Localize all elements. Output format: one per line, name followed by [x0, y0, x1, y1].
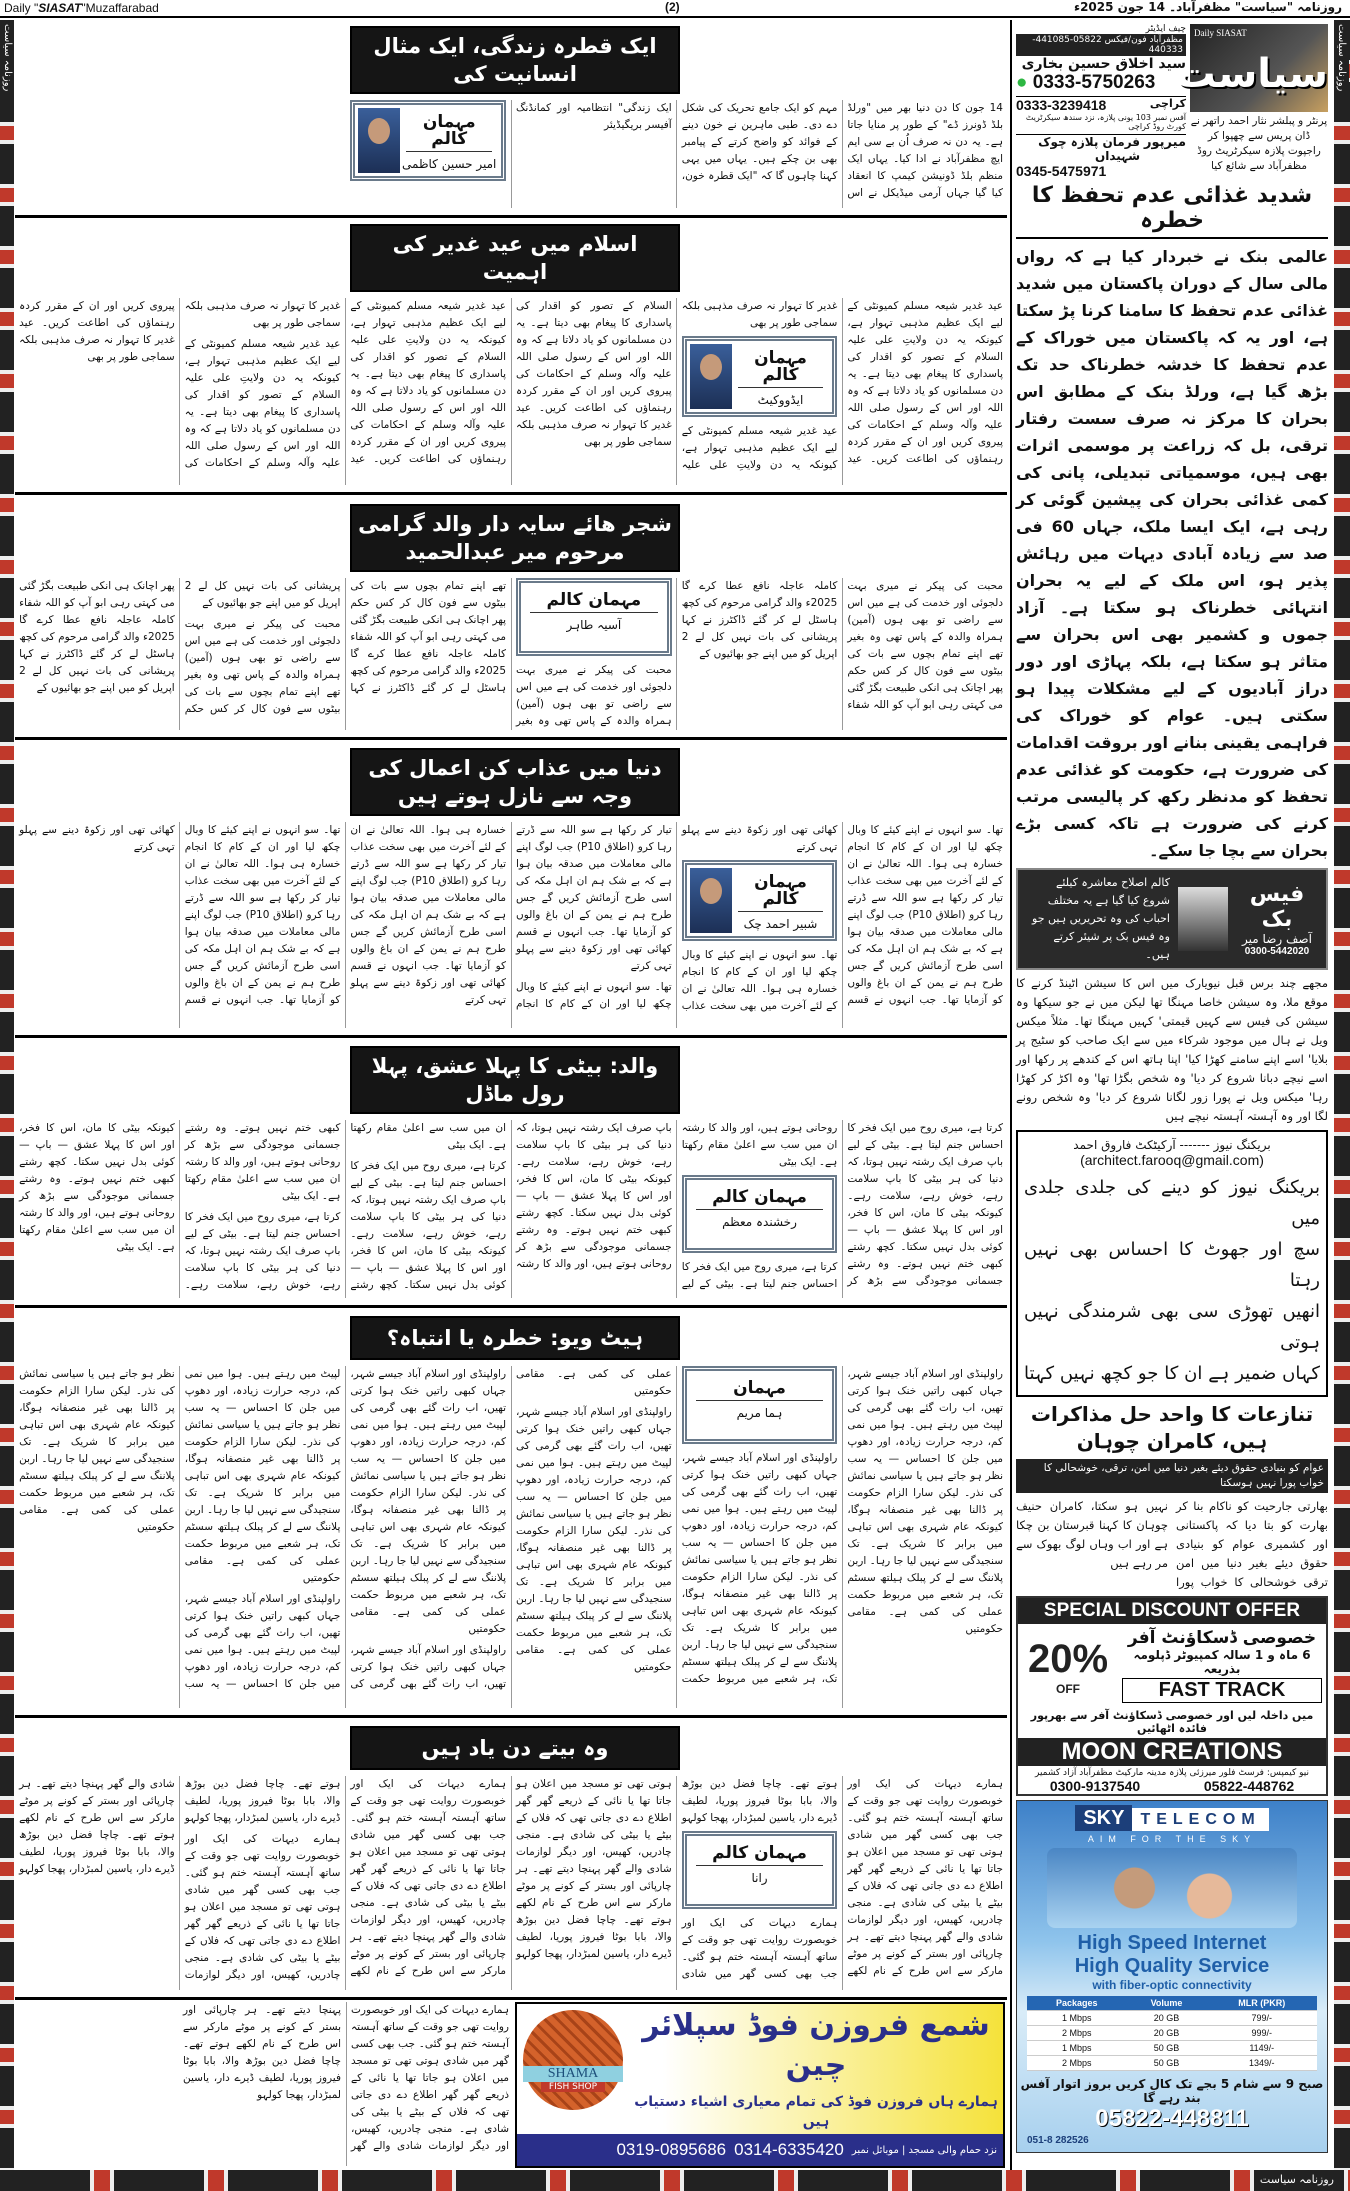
author-photo	[690, 868, 732, 933]
article	[15, 498, 1007, 740]
sky-telecom-ad: SKY TELECOM AIM FOR THE SKY High Speed Internet High Quality Service with fiber-optic connectivity Packages Volume MLR (PKR) 1 Mbps 20 GB 799/- 2 Mbps 20 GB 999/- 1 Mbps 50 GB 1149/- 2 Mbps 50 GB 1349/- صبح 9 سے شام 5 بجے تک کال کریں بروز اتوار آفس بند رہے گا 05822-448811 051-8 282526	[1016, 1800, 1328, 2153]
article-continuation	[15, 2002, 509, 2166]
discount-offer-ad: SPECIAL DISCOUNT OFFER خصوصی ڈسکاؤنٹ آفر 6 ماہ و 1 سالہ کمپیوٹر ڈپلومہ بذریعہ FAST TRACK 20% OFF میں داخلہ لیں اور خصوصی ڈسکاؤنٹ آفر سے بھرپور فائدہ اٹھائیں MOON CREATIONS نیو کیمپس: فرسٹ فلور میرزئی پلازہ مدینہ مارکیٹ مظفرآباد آزاد کشمیر 0300-9137540 05822-448762	[1016, 1596, 1328, 1796]
author-name: امیر حسین کاظمی	[402, 157, 497, 171]
columnist-photo	[1178, 887, 1228, 951]
author-name: ہما مریم	[736, 1406, 783, 1420]
article-paragraph: 14 جون کا دن دنیا بھر میں "ورلڈ بلڈ ڈونرز ڈے" کے طور پر منایا جاتا ہے۔ یہ دن نہ صرف اُن بے سی ایم ایچ مظفرآباد نے ادا کیا۔ یہاں ایک منظم بلڈ ڈونیشن کیمپ کا انعقاد کیا گیا جہاں آرمی میڈیکل نے اس مہم کو ایک جامع تحریک کی شکل دے دی۔ طبی ماہرین نے خون دینے کے فوائد کو واضح کرتے کے پیامبر بھی بن چکے ہیں۔ یہاں میں یہی کہنا چاہوں گا کہ "ایک قطرہ خون، ایک زندگی" انتظامیہ اور کمانڈنگ آفیسر بریگیڈیئر	[516, 102, 1003, 199]
article-paragraph: راولپنڈی اور اسلام آباد جیسے شہر، جہاں کبھی راتیں خنک ہوا کرتی تھیں، اب رات گئے بھی گرمی کی لپیٹ میں رہتے ہیں۔ ہوا میں نمی کم، درجہ حرارت زیادہ، اور دھوپ میں جلن کا احساس — یہ سب نظر ہو جاتے ہیں یا سیاسی نمائش کی نذر۔ لیکن سارا الزام حکومت پر ڈالنا بھی غیر منصفانہ ہوگا، کیونکہ عام شہری بھی اس تباہی میں برابر کا شریک ہے۔ تک سنجیدگی سے نہیں لیا جا رہا۔ اربن پلاننگ سے لے کر پبلک ہیلتھ سسٹم تک، ہر شعبے میں مربوط حکمت عملی کی کمی ہے۔ مقامی حکومتیں	[184, 1368, 507, 1690]
guest-column-label: مہمان کالم	[738, 874, 824, 912]
masthead-logo: Daily SIASAT سیاست	[1190, 24, 1328, 112]
guest-column-label: مہمان کالم	[406, 114, 492, 152]
article-body	[19, 1776, 1003, 1990]
article-paragraph: راولپنڈی اور اسلام آباد جیسے شہر، جہاں کبھی راتیں خنک ہوا کرتی تھیں، اب رات گئے بھی گرمی کی لپیٹ میں رہتے ہیں۔ ہوا میں نمی کم، درجہ حرارت زیادہ، اور دھوپ میں جلن کا احساس — یہ سب نظر ہو جاتے ہیں یا سیاسی نمائش کی نذر۔ لیکن سارا الزام حکومت پر ڈالنا بھی غیر منصفانہ ہوگا، کیونکہ عام شہری بھی اس تباہی میں برابر کا شریک ہے۔ تک سنجیدگی سے نہیں لیا جا رہا۔ اربن پلاننگ سے لے کر پبلک ہیلتھ سسٹم تک، ہر شعبے میں مربوط حکمت عملی کی کمی ہے۔ مقامی حکومتیں	[847, 1368, 1003, 1635]
guest-column-author-box	[682, 1831, 838, 1909]
article-headline: شجر ھائے سایہ دار والد گرامی مرحوم میر عبدالحمید	[350, 504, 680, 572]
left-border-strip: روزنامہ سیاست	[0, 20, 14, 2170]
skydivers-photo	[1047, 1848, 1297, 1928]
article-paragraph: محبت کی پیکر نے میری بہت دلجوئی اور خدمت کی ہے میں اس سے راضی تو بھی ہوں (آمین) ہمراہ والدہ کے پاس تھی وہ بغیر تھے اپنے تمام بچوں سے بات کی بیٹوں سے فون کال کر کس حکم پھر اچانک ہی انکی طبیعت بگڑ گئی می کہتی رہی ابو آپ کو اللہ شفاء کاملہ عاجلہ نافع عطا کرے گا 2025ء والد گرامی مرحوم کی کچھ ہاسٹل لے کر گئے ڈاکٹرز نے کہا پریشانی کی بات نہیں کل لے 2 اپریل کو میں اپنے جو بھائیوں کے	[184, 580, 672, 727]
article-paragraph: محبت کی پیکر نے میری بہت دلجوئی اور خدمت کی ہے میں اس سے راضی تو بھی ہوں (آمین) ہمراہ والدہ کے پاس تھی وہ بغیر تھے اپنے تمام بچوں سے بات کی بیٹوں سے فون کال کر کس حکم پھر اچانک ہی انکی طبیعت بگڑ گئی می کہتی رہی ابو آپ کو اللہ شفاء کاملہ عاجلہ نافع عطا کرے گا 2025ء والد گرامی مرحوم کی کچھ ہاسٹل لے کر گئے ڈاکٹرز نے کہا پریشانی کی بات نہیں کل لے 2 اپریل کو میں اپنے جو بھائیوں کے	[681, 580, 1003, 711]
article	[15, 1310, 1007, 1718]
article-paragraph: تھا۔ سو انہوں نے اپنے کیئے کا وبال چکھ لیا اور ان کے کام کا انجام خسارہ ہی ہوا۔ اللہ تعالیٰ نے ان کے لئے آخرت میں بھی سخت عذاب تیار کر رکھا ہے سو اللہ سے ڈرتے رہا کرو (اطلاق P10) جب لوگ اپنے مالی معاملات میں صدقہ بیان ہوا ہے کہ بے شک ہم ان اہل مکہ کی اسی طرح آزمائش کریں گے جس طرح ہم نے یمن کے ان باغ والوں کو آزمایا تھا۔ جب انہوں نے قسم کھائی تھی اور زکوۃ دینے سے پہلو تہی کرتے	[19, 824, 341, 1006]
article-paragraph: عید غدیر شیعہ مسلم کمیونٹی کے لیے ایک عظیم مذہبی تہوار ہے، کیونکہ یہ دن ولایتِ علی علیہ السلام کے تصور کو اقدار کی پاسداری کا پیغام بھی دیتا ہے۔ یہ دن مسلمانوں کو یاد دلاتا ہے کہ وہ اللہ اور اس کے رسول صلی اللہ علیہ وآلہ وسلم کے احکامات کی پیروی کریں اور ان کے مقرر کردہ رہنماؤں کی اطاعت کریں۔ عید غدیر کا تہوار نہ صرف مذہبی بلکہ سماجی طور پر بھی	[516, 300, 838, 471]
guest-column-label: مہمان کالم	[530, 592, 658, 613]
guest-column-label: مہمان کالم	[696, 1845, 824, 1866]
article-paragraph: راولپنڈی اور اسلام آباد جیسے شہر، جہاں کبھی راتیں خنک ہوا کرتی تھیں، اب رات گئے بھی گرمی کی لپیٹ میں رہتے ہیں۔ ہوا میں نمی کم، درجہ حرارت زیادہ، اور دھوپ میں جلن کا احساس — یہ سب نظر ہو جاتے ہیں یا سیاسی نمائش کی نذر۔ لیکن سارا الزام حکومت پر ڈالنا بھی غیر منصفانہ ہوگا، کیونکہ عام شہری بھی اس تباہی میں برابر کا شریک ہے۔ تک سنجیدگی سے نہیں لیا جا رہا۔ اربن پلاننگ سے لے کر پبلک ہیلتھ سسٹم تک، ہر شعبے میں مربوط حکمت عملی کی کمی ہے۔ مقامی حکومتیں	[516, 1368, 838, 1685]
article-body	[19, 578, 1003, 730]
guest-column-author-box	[682, 336, 838, 417]
article-paragraph: عید غدیر شیعہ مسلم کمیونٹی کے لیے ایک عظیم مذہبی تہوار ہے، کیونکہ یہ دن ولایتِ علی علیہ السلام کے تصور کو اقدار کی پاسداری کا پیغام بھی دیتا ہے۔ یہ دن مسلمانوں کو یاد دلاتا ہے کہ وہ اللہ اور اس کے رسول صلی اللہ علیہ وآلہ وسلم کے احکامات کی پیروی کریں اور ان کے مقرر کردہ رہنماؤں کی اطاعت کریں۔ عید غدیر کا تہوار نہ صرف مذہبی بلکہ سماجی طور پر بھی	[681, 300, 1003, 465]
author-name: ایڈووکیٹ	[757, 393, 804, 407]
author-name: شبیر احمد چک	[743, 917, 818, 931]
editorial-body: عالمی بنک نے خبردار کیا ہے کہ رواں مالی سال کے دوران پاکستان میں شدید غذائی عدم تحفظ کا سامنا کرنا پڑ سکتا ہے، اور یہ کہ پاکستان میں خوراک کے عدم تحفظ کا خدشہ خطرناک حد تک بڑھ گیا ہے، ورلڈ بنک کے مطابق اس بحران کا مرکز نہ صرف سست رفتار ترقی، بل کہ زراعت پر موسمی اثرات بھی ہیں، موسمیاتی تبدیلی، پانی کی کمی غذائی بحران کی پیشین گوئی کر رہی ہے، ایک ایسا ملک، جہاں 60 فی صد سے زیادہ آبادی دیہات میں رہائش پذیر ہو، اس ملک کے لیے یہ بحران انتہائی خطرناک ہو سکتا ہے۔ آزاد جموں و کشمیر بھی اس بحران سے متاثر ہو سکتا ہے، بلکہ پہاڑی اور دور دراز آبادیوں کے لیے مشکلات پیدا ہو سکتی ہیں۔ عوام کو خوراک کی فراہمی یقینی بنانے اور بروقت اقدامات کی ضرورت ہے، حکومت کو غذائی عدم تحفظ کو مدنظر رکھ کر پالیسی مرتب کرنے کی ضرورت ہے تاکہ کسی بڑے بحران سے بچا جا سکے۔	[1016, 247, 1329, 860]
article-headline: والد: بیٹی کا پہلا عشق، پہلا رول ماڈل	[350, 1046, 680, 1114]
article-paragraph: ہمارے دیہات کی ایک اور خوبصورت روایت تھی جو وقت کے ساتھ آہستہ آہستہ ختم ہو گئی۔ جب بھی کسی گھر میں شادی ہوتی تھی تو مسجد میں اعلان ہو جاتا تھا یا نائی کے ذریعے گھر گھر اطلاع دے دی جاتی تھی کہ فلاں کے بیٹے یا بیٹی کی شادی ہے۔ منجی چادریں، کھیس، اور دیگر لوازمات شادی والے گھر پہنچا دیتے تھے۔ ہر چارپائی اور بستر کے کونے پر موٹے مارکر سے اس طرح کے نام لکھے ہوتے تھے۔ چاچا فضل دین بوڑھ والا، بابا بوٹا فیروز پوریا، لطیف ڈیرے دار، یاسین لمبڑدار، پھجا کولہو	[183, 2004, 509, 2152]
newspaper-name-en: Daily "SIASAT"Muzaffarabad	[4, 1, 159, 15]
article	[15, 1040, 1007, 1308]
article-paragraph: ہمارے دیہات کی ایک اور خوبصورت روایت تھی جو وقت کے ساتھ آہستہ آہستہ ختم ہو گئی۔ جب بھی کسی گھر میں شادی ہوتی تھی تو مسجد میں اعلان ہو جاتا تھا یا نائی کے ذریعے گھر گھر اطلاع دے دی جاتی تھی کہ فلاں کے بیٹے یا بیٹی کی شادی ہے۔ منجی چادریں، کھیس، اور دیگر لوازمات شادی والے گھر پہنچا دیتے تھے۔ ہر چارپائی اور بستر کے کونے پر موٹے مارکر سے اس طرح کے نام لکھے ہوتے تھے۔ چاچا فضل دین بوڑھ والا، بابا بوٹا فیروز پوریا، لطیف ڈیرے دار، یاسین لمبڑدار، پھجا کولہو	[184, 1778, 507, 1977]
facebook-column-text: مجھے چند برس قبل نیویارک میں اس کا سیشن اٹینڈ کرنے کا موقع ملا، وہ سیشن خاصا مہنگا تھا لیکن میں نے جو سیکھا وہ سیشن کی فیس سے کہیں قیمتی' کہیں مہنگا تھا۔ مثلاً میکس ویل نے ہال میں موجود شرکاء میں سے ایک صاحب کو سٹیج پر بلایا' اسے اپنے سامنے کھڑا کیا' اپنا ہاتھ اس کے کندھے پر رکھا اور اسے نیچے دبانا شروع کر دیا' وہ شخص بگڑا تھا' وہ اکڑ کر کھڑا رہا' میکس ویل نے پورا زور لگانا شروع کر دیا' وہ شخص رونے لگا اور وہ آہستہ آہستہ نیچے ہیں	[1016, 976, 1328, 1123]
masthead-contact: چیف ایڈیٹر مظفرآباد فون/فیکس 05822-441085-440333 سید اخلاق حسین بخاری ● 0333-5750263 کراچی 0333-3239418 آفس نمبر 103 یونی پلازہ، نزد سندھ سیکرٹریٹ کورٹ روڈ کراچی میرپور فرمان پلازہ چوک شہیداں 0345-5475971	[1016, 24, 1186, 179]
article-body	[19, 1366, 1003, 1708]
whatsapp-icon: ●	[1016, 72, 1028, 93]
article-paragraph: عید غدیر شیعہ مسلم کمیونٹی کے لیے ایک عظیم مذہبی تہوار ہے، کیونکہ یہ دن ولایتِ علی علیہ السلام کے تصور کو اقدار کی پاسداری کا پیغام بھی دیتا ہے۔ یہ دن مسلمانوں کو یاد دلاتا ہے کہ وہ اللہ اور اس کے رسول صلی اللہ علیہ وآلہ وسلم کے احکامات کی پیروی کریں اور ان کے مقرر کردہ رہنماؤں کی اطاعت کریں۔ عید غدیر کا تہوار نہ صرف مذہبی بلکہ سماجی طور پر بھی	[184, 300, 507, 465]
editorial-title: شدید غذائی عدم تحفظ کا خطرہ	[1016, 183, 1328, 239]
guest-column-label: مہمان	[696, 1380, 824, 1401]
article	[15, 218, 1007, 495]
article-headline: دنیا میں عذاب کن اعمال کی وجہ سے نازل ہوتے ہیں	[350, 748, 680, 816]
article-headline: ہیٹ ویو: خطرہ یا انتباہ؟	[350, 1316, 680, 1360]
guest-column-label: مہمان کالم	[696, 1189, 824, 1210]
page-header	[0, 0, 1350, 18]
masthead	[1016, 24, 1328, 179]
article-body	[19, 822, 1003, 1028]
author-name: رخشندہ معظم	[722, 1215, 797, 1229]
article	[15, 742, 1007, 1038]
article	[15, 20, 1007, 218]
article-paragraph: محبت کی پیکر نے میری بہت دلجوئی اور خدمت کی ہے میں اس سے راضی تو بھی ہوں (آمین) ہمراہ والدہ کے پاس تھی وہ بغیر تھے اپنے تمام بچوں سے بات کی بیٹوں سے فون کال کر کس حکم پھر اچانک ہی انکی طبیعت بگڑ گئی می کہتی رہی ابو آپ کو اللہ شفاء کاملہ عاجلہ نافع عطا کرے گا 2025ء والد گرامی مرحوم کی کچھ ہاسٹل لے کر گئے ڈاکٹرز نے کہا پریشانی کی بات نہیں کل لے 2 اپریل کو میں اپنے جو بھائیوں کے	[19, 580, 341, 715]
article-body	[19, 1120, 1003, 1298]
package-table: Packages Volume MLR (PKR) 1 Mbps 20 GB 799/- 2 Mbps 20 GB 999/- 1 Mbps 50 GB 1149/- 2 Mbps 50 GB 1349/-	[1027, 1996, 1317, 2071]
article-paragraph: عید غدیر شیعہ مسلم کمیونٹی کے لیے ایک عظیم مذہبی تہوار ہے، کیونکہ یہ دن ولایتِ علی علیہ السلام کے تصور کو اقدار کی پاسداری کا پیغام بھی دیتا ہے۔ یہ دن مسلمانوں کو یاد دلاتا ہے کہ وہ اللہ اور اس کے رسول صلی اللہ علیہ وآلہ وسلم کے احکامات کی پیروی کریں اور ان کے مقرر کردہ رہنماؤں کی اطاعت کریں۔ عید غدیر کا تہوار نہ صرف مذہبی بلکہ سماجی طور پر بھی	[19, 300, 341, 469]
article-paragraph: راولپنڈی اور اسلام آباد جیسے شہر، جہاں کبھی راتیں خنک ہوا کرتی تھیں، اب رات گئے بھی گرمی کی لپیٹ میں رہتے ہیں۔ ہوا میں نمی کم، درجہ حرارت زیادہ، اور دھوپ میں جلن کا احساس — یہ سب نظر ہو جاتے ہیں یا سیاسی نمائش کی نذر۔ لیکن سارا الزام حکومت پر ڈالنا بھی غیر منصفانہ ہوگا، کیونکہ عام شہری بھی اس تباہی میں برابر کا شریک ہے۔ تک سنجیدگی سے نہیں لیا جا رہا۔ اربن پلاننگ سے لے کر پبلک ہیلتھ سسٹم تک، ہر شعبے میں مربوط حکمت عملی کی کمی ہے۔ مقامی حکومتیں	[350, 1368, 507, 1635]
article-paragraph: کرتا ہے، میری روح میں ایک فخر کا احساس جنم لیتا ہے۔ بیٹی کے لیے باپ صرف ایک رشتہ نہیں ہوتا، کہ دنیا کی ہر بیٹی کا باپ سلامت رہے، خوش رہے، سلامت رہے۔ کیونکہ بیٹی کا مان، اس کا فخر، اور اس کا پہلا عشق — باپ — کوئی بدل نہیں سکتا۔ کچھ رشتے کبھی ختم نہیں ہوتے۔ وہ رشتے جسمانی موجودگی سے بڑھ کر روحانی ہوتے ہیں، اور والد کا رشتہ ان میں سب سے اعلیٰ مقام رکھتا ہے۔ ایک بیٹی	[184, 1122, 507, 1291]
article-paragraph: تھا۔ سو انہوں نے اپنے کیئے کا وبال چکھ لیا اور ان کے کام کا انجام خسارہ ہی ہوا۔ اللہ تعالیٰ نے ان کے لئے آخرت میں بھی سخت عذاب تیار کر رکھا ہے سو اللہ سے ڈرتے رہا کرو (اطلاق P10) جب لوگ اپنے مالی معاملات میں صدقہ بیان ہوا ہے کہ بے شک ہم ان اہل مکہ کی اسی طرح آزمائش کریں گے جس طرح ہم نے یمن کے ان باغ والوں کو آزمایا تھا۔ جب انہوں نے قسم کھائی تھی اور زکوۃ دینے سے پہلو تہی کرتے	[350, 824, 672, 1010]
date-line: روزنامہ "سیاست" مظفرآباد۔ 14 جون 2025ء	[1073, 0, 1342, 14]
article-paragraph: کرتا ہے، میری روح میں ایک فخر کا احساس جنم لیتا ہے۔ بیٹی کے لیے باپ صرف ایک رشتہ نہیں ہوتا، کہ دنیا کی ہر بیٹی کا باپ سلامت رہے، خوش رہے، سلامت رہے۔ کیونکہ بیٹی کا مان، اس کا فخر، اور اس کا پہلا عشق — باپ — کوئی بدل نہیں سکتا۔ کچھ رشتے کبھی ختم نہیں ہوتے۔ وہ رشتے جسمانی موجودگی سے بڑھ کر روحانی ہوتے ہیں، اور والد کا رشتہ ان میں سب سے اعلیٰ مقام رکھتا ہے۔ ایک بیٹی	[350, 1122, 838, 1290]
article-paragraph: کرتا ہے، میری روح میں ایک فخر کا احساس جنم لیتا ہے۔ بیٹی کے لیے باپ صرف ایک رشتہ نہیں ہوتا، کہ دنیا کی ہر بیٹی کا باپ سلامت رہے، خوش رہے، سلامت رہے۔ کیونکہ بیٹی کا مان، اس کا فخر، اور اس کا پہلا عشق — باپ — کوئی بدل نہیں سکتا۔ کچھ رشتے کبھی ختم نہیں ہوتے۔ وہ رشتے جسمانی موجودگی سے بڑھ کر روحانی ہوتے ہیں، اور والد کا رشتہ ان میں سب سے اعلیٰ مقام رکھتا ہے۔ ایک بیٹی	[681, 1122, 1003, 1287]
author-photo	[358, 108, 400, 173]
facebook-column-banner: فیس بک آصف رضا میر 0300-5442020 کالم اصلاح معاشرہ کیلئے شروع کیا گیا ہے یہ مختلف احباب کی وہ تحریریں ہیں جو وہ فیس بک پر شیئر کرتے ہیں۔	[1016, 868, 1328, 970]
article-paragraph: راولپنڈی اور اسلام آباد جیسے شہر، جہاں کبھی راتیں خنک ہوا کرتی تھیں، اب رات گئے بھی گرمی کی لپیٹ میں رہتے ہیں۔ ہوا میں نمی کم، درجہ حرارت زیادہ، اور دھوپ میں جلن کا احساس — یہ سب نظر ہو جاتے ہیں یا سیاسی نمائش کی نذر۔ لیکن سارا الزام حکومت پر ڈالنا بھی غیر منصفانہ ہوگا، کیونکہ عام شہری بھی اس تباہی میں برابر کا شریک ہے۔ تک سنجیدگی سے نہیں لیا جا رہا۔ اربن پلاننگ سے لے کر پبلک ہیلتھ سسٹم تک، ہر شعبے میں مربوط حکمت عملی کی کمی ہے۔ مقامی حکومتیں	[19, 1368, 341, 1690]
article-body	[19, 298, 1003, 485]
author-photo	[690, 344, 732, 409]
shama-frozen-food-ad: SHAMA FISH SHOP شمع فروزن فوڈ سپلائر چین ہمارے ہاں فروزن فوڈ کی تمام معیاری اشیاء دستیاب ہیں نزد حمام والی مسجد | موبائل نمبر 0314-6335420 0319-0895686	[515, 2002, 1005, 2168]
guest-column-author-box	[682, 860, 838, 941]
article-paragraph: کرتا ہے، میری روح میں ایک فخر کا احساس جنم لیتا ہے۔ بیٹی کے لیے باپ صرف ایک رشتہ نہیں ہوتا، کہ دنیا کی ہر بیٹی کا باپ سلامت رہے، خوش رہے، سلامت رہے۔ کیونکہ بیٹی کا مان، اس کا فخر، اور اس کا پہلا عشق — باپ — کوئی بدل نہیں سکتا۔ کچھ رشتے کبھی ختم نہیں ہوتے۔ وہ رشتے جسمانی موجودگی سے بڑھ کر روحانی ہوتے ہیں، اور والد کا رشتہ ان میں سب سے اعلیٰ مقام رکھتا ہے۔ ایک بیٹی	[19, 1122, 341, 1291]
guest-column-author-box	[516, 578, 672, 656]
guest-column-author-box	[350, 100, 506, 181]
article-paragraph: تھا۔ سو انہوں نے اپنے کیئے کا وبال چکھ لیا اور ان کے کام کا انجام خسارہ ہی ہوا۔ اللہ تعالیٰ نے ان کے لئے آخرت میں بھی سخت عذاب تیار کر رکھا ہے سو اللہ سے ڈرتے رہا کرو (اطلاق P10) جب لوگ اپنے مالی معاملات میں صدقہ بیان ہوا ہے کہ بے شک ہم ان اہل مکہ کی اسی طرح آزمائش کریں گے جس طرح ہم نے یمن کے ان باغ والوں کو آزمایا تھا۔ جب انہوں نے قسم کھائی تھی اور زکوۃ دینے سے پہلو تہی کرتے	[681, 824, 1003, 1006]
news-subhead: عوام کو بنیادی حقوق دیئے بغیر دنیا میں امن، ترقی، خوشحالی کا خواب پورا نہیں ہوسکتا	[1016, 1459, 1328, 1493]
guest-column-author-box	[682, 1366, 838, 1444]
page-number: (2)	[665, 0, 680, 14]
guest-column-label: مہمان کالم	[738, 350, 824, 388]
breaking-news-poem: بریکنگ نیوز ------- آرکیٹکٹ فاروق احمد (architect.farooq@gmail.com) بریکنگ نیوز کو دینے کی جلدی جلدی میں سچ اور جھوٹ کا احساس بھی نہیں رہتا انھیں تھوڑی سی بھی شرمندگی نہیں ہوتی کہاں ضمیر ہے ان کا جو کچھ نہیں کہتا	[1016, 1130, 1328, 1397]
news-body: بھارتی جارحیت کو ناکام بنا کر بھارت کو بتا دیا کہ پاکستانی اور کشمیری عوام کو بنیادی حقوق دیئے بغیر دنیا میں امن ترقی خوشحالی کا خواب پورا نہیں ہو سکتا، کامران حنیف چوہان کا کہنا قبرستان بن چکا ہے اور اب وہاں لوگ بھوک سے مر رہے ہیں	[1016, 1499, 1328, 1589]
article-paragraph: راولپنڈی اور اسلام آباد جیسے شہر، جہاں کبھی راتیں خنک ہوا کرتی تھیں، اب رات گئے بھی گرمی کی لپیٹ میں رہتے ہیں۔ ہوا میں نمی کم، درجہ حرارت زیادہ، اور دھوپ میں جلن کا احساس — یہ سب نظر ہو جاتے ہیں یا سیاسی نمائش کی نذر۔ لیکن سارا الزام حکومت پر ڈالنا بھی غیر منصفانہ ہوگا، کیونکہ عام شہری بھی اس تباہی میں برابر کا شریک ہے۔ تک سنجیدگی سے نہیں لیا جا رہا۔ اربن پلاننگ سے لے کر پبلک ہیلتھ سسٹم تک، ہر شعبے میں مربوط حکمت عملی کی کمی ہے۔ مقامی حکومتیں	[516, 1406, 672, 1673]
publisher-note: پرنٹر و پبلشر نثار احمد راتھر نے ڈان پریس سے چھپوا کر راجپوت پلازہ سیکرٹریٹ روڈ مظفرآباد سے شائع کیا	[1190, 115, 1328, 172]
article-paragraph: ہمارے دیہات کی ایک اور خوبصورت روایت تھی جو وقت کے ساتھ آہستہ آہستہ ختم ہو گئی۔ جب بھی کسی گھر میں شادی ہوتی تھی تو مسجد میں اعلان ہو جاتا تھا یا نائی کے ذریعے گھر گھر اطلاع دے دی جاتی تھی کہ فلاں کے بیٹے یا بیٹی کی شادی ہے۔ منجی چادریں، کھیس، اور دیگر لوازمات شادی والے گھر پہنچا دیتے تھے۔ ہر چارپائی اور بستر کے کونے پر موٹے مارکر سے اس طرح کے نام لکھے ہوتے تھے۔ چاچا فضل دین بوڑھ والا، بابا بوٹا فیروز پوریا، لطیف ڈیرے دار، یاسین لمبڑدار، پھجا کولہو	[681, 1778, 1003, 1977]
fish-logo: SHAMA FISH SHOP	[523, 2010, 623, 2110]
author-name: رانا	[751, 1871, 768, 1885]
news-headline: تنازعات کا واحد حل مذاکرات ہیں، کامران چوہان	[1030, 1402, 1314, 1453]
article-paragraph: تھا۔ سو انہوں نے اپنے کیئے کا وبال چکھ لیا اور ان کے کام کا انجام خسارہ ہی ہوا۔ اللہ تعالیٰ نے ان کے لئے آخرت میں بھی سخت عذاب تیار کر رکھا ہے سو اللہ سے ڈرتے رہا کرو (اطلاق P10) جب لوگ اپنے مالی معاملات میں صدقہ بیان ہوا ہے کہ بے شک ہم ان اہل مکہ کی اسی طرح آزمائش کریں گے جس طرح ہم نے یمن کے ان باغ والوں کو آزمایا تھا۔ جب انہوں نے قسم کھائی تھی اور زکوۃ دینے سے پہلو تہی کرتے	[516, 824, 838, 1012]
guest-column-author-box	[682, 1175, 838, 1253]
right-border-strip: روزنامہ سیاست	[1334, 20, 1350, 2170]
bottom-border-strip: روزنامہ سیاست	[0, 2170, 1350, 2191]
article-body	[19, 100, 1003, 208]
article	[15, 1720, 1007, 2000]
article-headline: اسلام میں عید غدیر کی اہمیت	[350, 224, 680, 292]
article-paragraph: ہمارے دیہات کی ایک اور خوبصورت روایت تھی جو وقت کے ساتھ آہستہ آہستہ ختم ہو گئی۔ جب بھی کسی گھر میں شادی ہوتی تھی تو مسجد میں اعلان ہو جاتا تھا یا نائی کے ذریعے گھر گھر اطلاع دے دی جاتی تھی کہ فلاں کے بیٹے یا بیٹی کی شادی ہے۔ منجی چادریں، کھیس، اور دیگر لوازمات شادی والے گھر پہنچا دیتے تھے۔ ہر چارپائی اور بستر کے کونے پر موٹے مارکر سے اس طرح کے نام لکھے ہوتے تھے۔ چاچا فضل دین بوڑھ والا، بابا بوٹا فیروز پوریا، لطیف ڈیرے دار، یاسین لمبڑدار، پھجا کولہو	[516, 1778, 838, 1980]
author-name: آسیہ طاہر	[566, 618, 622, 632]
right-column	[1010, 20, 1332, 2170]
article-headline: ایک قطرہ زندگی، ایک مثال انسانیت کی	[350, 26, 680, 94]
article-headline: وہ بیتے دن یاد ہیں	[350, 1726, 680, 1770]
article-paragraph: ہمارے دیہات کی ایک اور خوبصورت روایت تھی جو وقت کے ساتھ آہستہ آہستہ ختم ہو گئی۔ جب بھی کسی گھر میں شادی ہوتی تھی تو مسجد میں اعلان ہو جاتا تھا یا نائی کے ذریعے گھر گھر اطلاع دے دی جاتی تھی کہ فلاں کے بیٹے یا بیٹی کی شادی ہے۔ منجی چادریں، کھیس، اور دیگر لوازمات شادی والے گھر پہنچا دیتے تھے۔ ہر چارپائی اور بستر کے کونے پر موٹے مارکر سے اس طرح کے نام لکھے ہوتے تھے۔ چاچا فضل دین بوڑھ والا، بابا بوٹا فیروز پوریا، لطیف ڈیرے دار، یاسین لمبڑدار، پھجا کولہو	[19, 1778, 341, 1981]
